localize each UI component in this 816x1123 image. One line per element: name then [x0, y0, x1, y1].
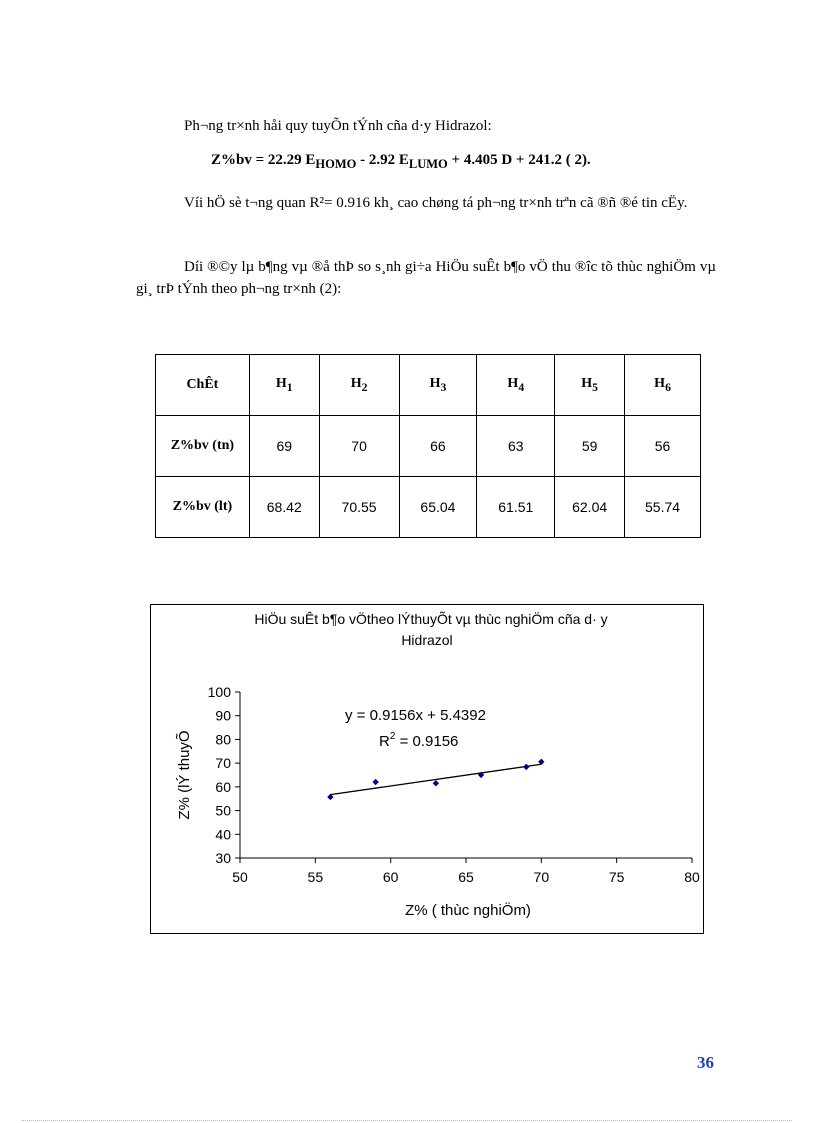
x-tick-label: 50	[232, 869, 248, 885]
equation-sub-homo: HOMO	[315, 157, 357, 171]
trendline-equation-label: y = 0.9156x + 5.4392	[345, 707, 486, 724]
data-point	[523, 764, 529, 770]
chart-trendline	[330, 764, 541, 794]
table-header-row	[156, 355, 701, 416]
table-cell: 68.42	[249, 477, 319, 538]
footer-divider	[22, 1120, 792, 1121]
table-row	[156, 416, 701, 477]
equation-tail: + 4.405 D + 241.2 ( 2).	[447, 152, 591, 168]
comparison-table	[155, 354, 701, 538]
chart-canvas	[151, 605, 703, 933]
y-tick-label: 80	[215, 731, 231, 748]
paragraph-correlation	[136, 192, 716, 214]
y-tick-label: 70	[215, 755, 231, 772]
table-row-label: Z%bv (lt)	[156, 477, 250, 538]
equation-lead: Z%bv = 22.29 E	[211, 152, 316, 168]
table-header-cell: $H_4$	[477, 355, 555, 416]
y-tick-label: 90	[215, 707, 231, 724]
x-tick-label: 70	[533, 869, 550, 885]
y-tick-label: 100	[207, 684, 231, 700]
equation-mid: - 2.92 E	[356, 152, 409, 168]
x-tick-label: 65	[458, 869, 474, 885]
table-header-cell: $H_1$	[249, 355, 319, 416]
x-tick-label: 75	[608, 869, 625, 885]
table-cell: 66	[399, 416, 477, 477]
table-header-cell: $H_5$	[555, 355, 625, 416]
data-point	[372, 779, 378, 785]
scatter-chart	[150, 604, 704, 934]
y-tick-label: 40	[215, 826, 231, 843]
table-row	[156, 477, 701, 538]
x-tick-label: 60	[382, 869, 399, 885]
r-squared-label	[379, 731, 458, 750]
table-cell: 55.74	[625, 477, 701, 538]
table-cell: 70.55	[319, 477, 399, 538]
trendline	[330, 764, 541, 794]
table-cell: 63	[477, 416, 555, 477]
equation-sub-lumo: LUMO	[408, 157, 448, 171]
table-header-cell: $H_2$	[319, 355, 399, 416]
chart-title-line1: HiÖu suÊt b¶o vÖtheo lÝthuyÕt vµ thùc nghiÖm cña d· y	[254, 611, 608, 627]
table-header-cell: $H_6$	[625, 355, 701, 416]
table-cell: 69	[249, 416, 319, 477]
r-squared-sup: 2	[389, 731, 396, 742]
table-row-label: Z%bv (tn)	[156, 416, 250, 477]
table-cell: 62.04	[555, 477, 625, 538]
paragraph-regression-intro	[136, 115, 716, 137]
table-cell: 56	[625, 416, 701, 477]
page-number: 36	[697, 1053, 714, 1072]
table-cell: 61.51	[477, 477, 555, 538]
r-squared-prefix: R	[379, 733, 390, 750]
table-cell: 65.04	[399, 477, 477, 538]
table-header-cell: $H_3$	[399, 355, 477, 416]
chart-title-line2: Hidrazol	[401, 632, 453, 648]
regression-equation	[211, 152, 591, 172]
table-cell: 70	[319, 416, 399, 477]
table-cell: 59	[555, 416, 625, 477]
r-squared-suffix: = 0.9156	[395, 733, 459, 750]
paragraph-regression-intro-text: Ph¬ng tr×nh håi quy tuyÕn tÝnh cña d·y Hidrazol:	[184, 118, 492, 134]
x-axis-label: Z% ( thùc nghiÖm)	[405, 902, 531, 919]
x-tick-label: 55	[307, 869, 324, 885]
table-header-label: ChÊt	[156, 355, 250, 416]
y-tick-label: 60	[215, 778, 231, 795]
x-tick-label: 80	[684, 869, 700, 885]
y-tick-label: 30	[215, 850, 231, 866]
data-point	[433, 780, 439, 786]
y-axis-label: Z% (lÝ thuyÕ	[176, 730, 193, 820]
y-tick-label: 50	[215, 802, 231, 819]
paragraph-comparison-text: Díi ®©y lµ b¶ng vµ ®å thÞ so s¸nh gi÷a HiÖu suÊt b¶o vÖ thu ®îc tõ thùc nghiÖm vµ gi¸ trÞ tÝnh theo ph¬ng tr×nh (2):	[136, 259, 716, 297]
paragraph-correlation-text: Víi hÖ sè t¬ng quan R²= 0.916 kh¸ cao chøng tá ph¬ng tr×nh trªn cã ®ñ ®é tin cËy.	[184, 195, 688, 211]
paragraph-comparison	[136, 256, 716, 300]
